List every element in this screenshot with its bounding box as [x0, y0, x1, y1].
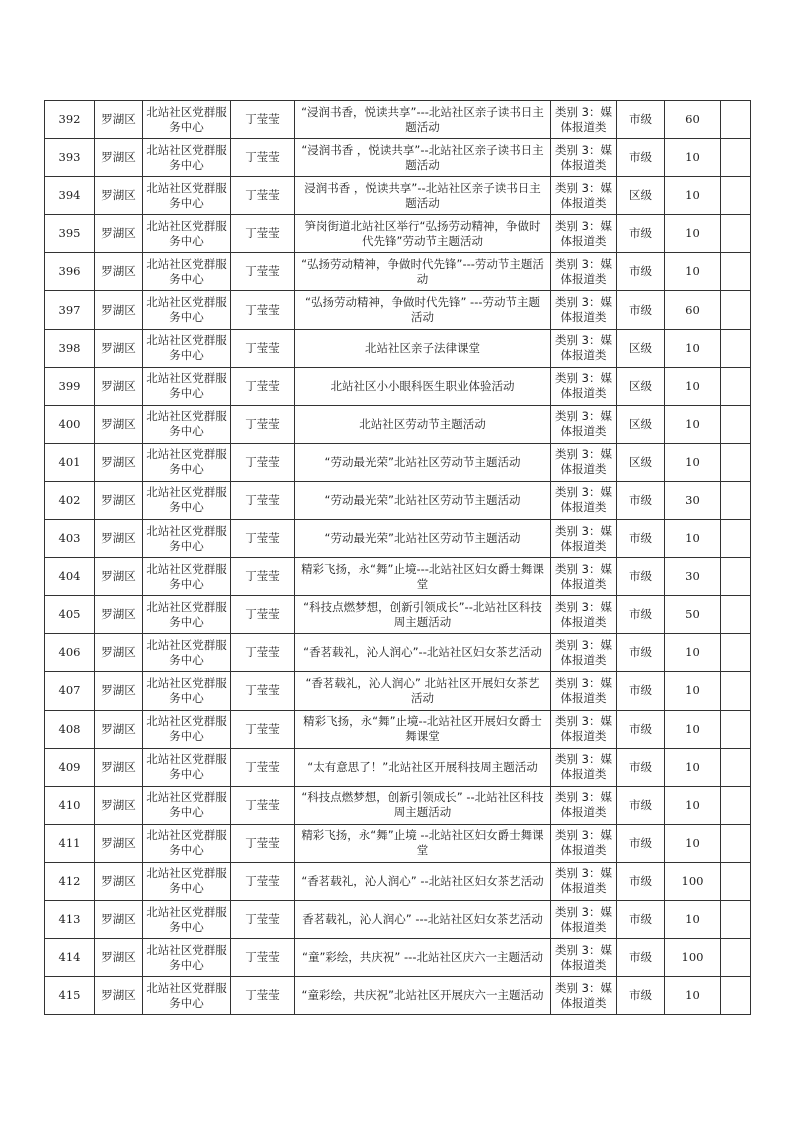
activity-title-cell: “劳动最光荣”北站社区劳动节主题活动 [295, 520, 551, 558]
activity-title-cell: 精彩飞扬，永“舞”止境--北站社区开展妇女爵士舞课堂 [295, 710, 551, 748]
empty-cell [721, 939, 751, 977]
level-cell: 市级 [617, 672, 665, 710]
category-cell: 类别 3：媒体报道类 [551, 862, 617, 900]
level-cell: 区级 [617, 405, 665, 443]
level-cell: 市级 [617, 215, 665, 253]
level-cell: 市级 [617, 748, 665, 786]
table-row [45, 481, 751, 519]
level-cell: 市级 [617, 520, 665, 558]
person-cell: 丁莹莹 [231, 139, 295, 177]
unit-cell: 北站社区党群服务中心 [143, 862, 231, 900]
table-row [45, 824, 751, 862]
level-cell: 市级 [617, 101, 665, 139]
activity-title-cell: “劳动最光荣”北站社区劳动节主题活动 [295, 443, 551, 481]
activity-title-cell: “香茗载礼，沁人润心” --北站社区妇女茶艺活动 [295, 862, 551, 900]
score-cell: 10 [665, 824, 721, 862]
records-table [44, 100, 751, 1015]
category-cell: 类别 3：媒体报道类 [551, 329, 617, 367]
score-cell: 60 [665, 291, 721, 329]
row-number: 404 [45, 558, 95, 596]
person-cell: 丁莹莹 [231, 900, 295, 938]
person-cell: 丁莹莹 [231, 977, 295, 1015]
empty-cell [721, 481, 751, 519]
category-cell: 类别 3：媒体报道类 [551, 558, 617, 596]
unit-cell: 北站社区党群服务中心 [143, 710, 231, 748]
level-cell: 市级 [617, 558, 665, 596]
activity-title-cell: “太有意思了！”北站社区开展科技周主题活动 [295, 748, 551, 786]
category-cell: 类别 3：媒体报道类 [551, 900, 617, 938]
row-number: 411 [45, 824, 95, 862]
activity-title-cell: “科技点燃梦想，创新引领成长” --北站社区科技周主题活动 [295, 786, 551, 824]
activity-title-cell: “科技点燃梦想，创新引领成长”--北站社区科技周主题活动 [295, 596, 551, 634]
row-number: 415 [45, 977, 95, 1015]
person-cell: 丁莹莹 [231, 481, 295, 519]
person-cell: 丁莹莹 [231, 672, 295, 710]
empty-cell [721, 977, 751, 1015]
district-cell: 罗湖区 [95, 939, 143, 977]
level-cell: 市级 [617, 291, 665, 329]
unit-cell: 北站社区党群服务中心 [143, 558, 231, 596]
person-cell: 丁莹莹 [231, 405, 295, 443]
category-cell: 类别 3：媒体报道类 [551, 177, 617, 215]
activity-title-cell: 精彩飞扬，永“舞”止境 --北站社区妇女爵士舞课堂 [295, 824, 551, 862]
score-cell: 10 [665, 443, 721, 481]
level-cell: 市级 [617, 977, 665, 1015]
empty-cell [721, 786, 751, 824]
unit-cell: 北站社区党群服务中心 [143, 634, 231, 672]
activity-title-cell: 浸润书香 ，悦读共享”--北站社区亲子读书日主题活动 [295, 177, 551, 215]
table-row [45, 177, 751, 215]
unit-cell: 北站社区党群服务中心 [143, 596, 231, 634]
activity-title-cell: 北站社区劳动节主题活动 [295, 405, 551, 443]
district-cell: 罗湖区 [95, 786, 143, 824]
district-cell: 罗湖区 [95, 481, 143, 519]
score-cell: 30 [665, 558, 721, 596]
empty-cell [721, 520, 751, 558]
activity-title-cell: “弘扬劳动精神，争做时代先锋”---劳动节主题活动 [295, 253, 551, 291]
person-cell: 丁莹莹 [231, 939, 295, 977]
person-cell: 丁莹莹 [231, 520, 295, 558]
activity-title-cell: “浸润书香 ，悦读共享”--北站社区亲子读书日主题活动 [295, 139, 551, 177]
category-cell: 类别 3：媒体报道类 [551, 748, 617, 786]
district-cell: 罗湖区 [95, 139, 143, 177]
category-cell: 类别 3：媒体报道类 [551, 672, 617, 710]
level-cell: 市级 [617, 253, 665, 291]
row-number: 401 [45, 443, 95, 481]
person-cell: 丁莹莹 [231, 786, 295, 824]
row-number: 399 [45, 367, 95, 405]
person-cell: 丁莹莹 [231, 862, 295, 900]
unit-cell: 北站社区党群服务中心 [143, 405, 231, 443]
table-row [45, 939, 751, 977]
district-cell: 罗湖区 [95, 824, 143, 862]
score-cell: 100 [665, 939, 721, 977]
table-row [45, 900, 751, 938]
level-cell: 市级 [617, 900, 665, 938]
unit-cell: 北站社区党群服务中心 [143, 101, 231, 139]
row-number: 395 [45, 215, 95, 253]
score-cell: 10 [665, 405, 721, 443]
district-cell: 罗湖区 [95, 710, 143, 748]
table-row [45, 748, 751, 786]
category-cell: 类别 3：媒体报道类 [551, 710, 617, 748]
table-row [45, 253, 751, 291]
empty-cell [721, 900, 751, 938]
unit-cell: 北站社区党群服务中心 [143, 748, 231, 786]
empty-cell [721, 634, 751, 672]
level-cell: 市级 [617, 786, 665, 824]
level-cell: 市级 [617, 710, 665, 748]
score-cell: 10 [665, 329, 721, 367]
category-cell: 类别 3：媒体报道类 [551, 481, 617, 519]
category-cell: 类别 3：媒体报道类 [551, 596, 617, 634]
score-cell: 10 [665, 977, 721, 1015]
table-row [45, 672, 751, 710]
score-cell: 100 [665, 862, 721, 900]
unit-cell: 北站社区党群服务中心 [143, 177, 231, 215]
row-number: 413 [45, 900, 95, 938]
district-cell: 罗湖区 [95, 405, 143, 443]
district-cell: 罗湖区 [95, 596, 143, 634]
empty-cell [721, 672, 751, 710]
person-cell: 丁莹莹 [231, 177, 295, 215]
unit-cell: 北站社区党群服务中心 [143, 900, 231, 938]
person-cell: 丁莹莹 [231, 101, 295, 139]
table-row [45, 786, 751, 824]
district-cell: 罗湖区 [95, 101, 143, 139]
category-cell: 类别 3：媒体报道类 [551, 939, 617, 977]
category-cell: 类别 3：媒体报道类 [551, 786, 617, 824]
district-cell: 罗湖区 [95, 443, 143, 481]
category-cell: 类别 3：媒体报道类 [551, 139, 617, 177]
row-number: 394 [45, 177, 95, 215]
score-cell: 10 [665, 900, 721, 938]
row-number: 409 [45, 748, 95, 786]
row-number: 407 [45, 672, 95, 710]
category-cell: 类别 3：媒体报道类 [551, 253, 617, 291]
unit-cell: 北站社区党群服务中心 [143, 215, 231, 253]
person-cell: 丁莹莹 [231, 367, 295, 405]
level-cell: 区级 [617, 443, 665, 481]
category-cell: 类别 3：媒体报道类 [551, 405, 617, 443]
district-cell: 罗湖区 [95, 900, 143, 938]
empty-cell [721, 253, 751, 291]
district-cell: 罗湖区 [95, 520, 143, 558]
unit-cell: 北站社区党群服务中心 [143, 253, 231, 291]
empty-cell [721, 596, 751, 634]
category-cell: 类别 3：媒体报道类 [551, 520, 617, 558]
activity-title-cell: “弘扬劳动精神，争做时代先锋” ---劳动节主题活动 [295, 291, 551, 329]
district-cell: 罗湖区 [95, 634, 143, 672]
person-cell: 丁莹莹 [231, 443, 295, 481]
score-cell: 10 [665, 786, 721, 824]
score-cell: 10 [665, 634, 721, 672]
unit-cell: 北站社区党群服务中心 [143, 443, 231, 481]
records-sheet [44, 100, 750, 1015]
district-cell: 罗湖区 [95, 672, 143, 710]
person-cell: 丁莹莹 [231, 291, 295, 329]
table-row [45, 291, 751, 329]
table-row [45, 329, 751, 367]
score-cell: 10 [665, 710, 721, 748]
activity-title-cell: “劳动最光荣”北站社区劳动节主题活动 [295, 481, 551, 519]
empty-cell [721, 329, 751, 367]
table-row [45, 101, 751, 139]
person-cell: 丁莹莹 [231, 329, 295, 367]
district-cell: 罗湖区 [95, 177, 143, 215]
score-cell: 60 [665, 101, 721, 139]
score-cell: 10 [665, 177, 721, 215]
row-number: 414 [45, 939, 95, 977]
district-cell: 罗湖区 [95, 291, 143, 329]
level-cell: 市级 [617, 634, 665, 672]
level-cell: 市级 [617, 939, 665, 977]
row-number: 400 [45, 405, 95, 443]
person-cell: 丁莹莹 [231, 253, 295, 291]
score-cell: 10 [665, 672, 721, 710]
unit-cell: 北站社区党群服务中心 [143, 520, 231, 558]
level-cell: 区级 [617, 177, 665, 215]
unit-cell: 北站社区党群服务中心 [143, 139, 231, 177]
activity-title-cell: 笋岗街道北站社区举行“弘扬劳动精神，争做时代先锋”劳动节主题活动 [295, 215, 551, 253]
person-cell: 丁莹莹 [231, 824, 295, 862]
person-cell: 丁莹莹 [231, 748, 295, 786]
unit-cell: 北站社区党群服务中心 [143, 329, 231, 367]
person-cell: 丁莹莹 [231, 634, 295, 672]
table-row [45, 634, 751, 672]
person-cell: 丁莹莹 [231, 596, 295, 634]
row-number: 393 [45, 139, 95, 177]
activity-title-cell: “童”彩绘，共庆祝” ---北站社区庆六一主题活动 [295, 939, 551, 977]
score-cell: 10 [665, 748, 721, 786]
empty-cell [721, 824, 751, 862]
row-number: 405 [45, 596, 95, 634]
level-cell: 市级 [617, 596, 665, 634]
category-cell: 类别 3：媒体报道类 [551, 215, 617, 253]
row-number: 406 [45, 634, 95, 672]
unit-cell: 北站社区党群服务中心 [143, 367, 231, 405]
empty-cell [721, 101, 751, 139]
empty-cell [721, 558, 751, 596]
empty-cell [721, 291, 751, 329]
row-number: 403 [45, 520, 95, 558]
activity-title-cell: “香茗载礼，沁人润心” 北站社区开展妇女茶艺活动 [295, 672, 551, 710]
row-number: 412 [45, 862, 95, 900]
table-row [45, 977, 751, 1015]
empty-cell [721, 405, 751, 443]
row-number: 397 [45, 291, 95, 329]
empty-cell [721, 139, 751, 177]
table-row [45, 862, 751, 900]
table-row [45, 558, 751, 596]
score-cell: 10 [665, 367, 721, 405]
activity-title-cell: “童彩绘，共庆祝”北站社区开展庆六一主题活动 [295, 977, 551, 1015]
district-cell: 罗湖区 [95, 329, 143, 367]
district-cell: 罗湖区 [95, 253, 143, 291]
activity-title-cell: “浸润书香，悦读共享”---北站社区亲子读书日主题活动 [295, 101, 551, 139]
row-number: 398 [45, 329, 95, 367]
person-cell: 丁莹莹 [231, 710, 295, 748]
category-cell: 类别 3：媒体报道类 [551, 101, 617, 139]
level-cell: 市级 [617, 139, 665, 177]
empty-cell [721, 177, 751, 215]
level-cell: 市级 [617, 824, 665, 862]
district-cell: 罗湖区 [95, 367, 143, 405]
level-cell: 区级 [617, 367, 665, 405]
empty-cell [721, 862, 751, 900]
level-cell: 市级 [617, 862, 665, 900]
score-cell: 50 [665, 596, 721, 634]
level-cell: 区级 [617, 329, 665, 367]
row-number: 410 [45, 786, 95, 824]
category-cell: 类别 3：媒体报道类 [551, 634, 617, 672]
district-cell: 罗湖区 [95, 862, 143, 900]
category-cell: 类别 3：媒体报道类 [551, 443, 617, 481]
table-row [45, 520, 751, 558]
unit-cell: 北站社区党群服务中心 [143, 824, 231, 862]
table-row [45, 710, 751, 748]
score-cell: 10 [665, 215, 721, 253]
records-body [45, 101, 751, 1015]
empty-cell [721, 710, 751, 748]
empty-cell [721, 748, 751, 786]
table-row [45, 405, 751, 443]
district-cell: 罗湖区 [95, 558, 143, 596]
category-cell: 类别 3：媒体报道类 [551, 977, 617, 1015]
activity-title-cell: 北站社区小小眼科医生职业体验活动 [295, 367, 551, 405]
empty-cell [721, 443, 751, 481]
activity-title-cell: “香茗载礼，沁人润心”--北站社区妇女茶艺活动 [295, 634, 551, 672]
person-cell: 丁莹莹 [231, 215, 295, 253]
unit-cell: 北站社区党群服务中心 [143, 786, 231, 824]
table-row [45, 139, 751, 177]
unit-cell: 北站社区党群服务中心 [143, 939, 231, 977]
activity-title-cell: 香茗载礼，沁人润心” ---北站社区妇女茶艺活动 [295, 900, 551, 938]
table-row [45, 367, 751, 405]
unit-cell: 北站社区党群服务中心 [143, 481, 231, 519]
row-number: 402 [45, 481, 95, 519]
activity-title-cell: 精彩飞扬，永“舞”止境---北站社区妇女爵士舞课堂 [295, 558, 551, 596]
table-row [45, 596, 751, 634]
table-row [45, 443, 751, 481]
category-cell: 类别 3：媒体报道类 [551, 291, 617, 329]
score-cell: 10 [665, 139, 721, 177]
unit-cell: 北站社区党群服务中心 [143, 672, 231, 710]
district-cell: 罗湖区 [95, 748, 143, 786]
empty-cell [721, 215, 751, 253]
category-cell: 类别 3：媒体报道类 [551, 824, 617, 862]
district-cell: 罗湖区 [95, 977, 143, 1015]
empty-cell [721, 367, 751, 405]
unit-cell: 北站社区党群服务中心 [143, 291, 231, 329]
table-row [45, 215, 751, 253]
unit-cell: 北站社区党群服务中心 [143, 977, 231, 1015]
category-cell: 类别 3：媒体报道类 [551, 367, 617, 405]
person-cell: 丁莹莹 [231, 558, 295, 596]
district-cell: 罗湖区 [95, 215, 143, 253]
row-number: 396 [45, 253, 95, 291]
row-number: 408 [45, 710, 95, 748]
score-cell: 10 [665, 253, 721, 291]
score-cell: 30 [665, 481, 721, 519]
activity-title-cell: 北站社区亲子法律课堂 [295, 329, 551, 367]
level-cell: 市级 [617, 481, 665, 519]
row-number: 392 [45, 101, 95, 139]
score-cell: 10 [665, 520, 721, 558]
